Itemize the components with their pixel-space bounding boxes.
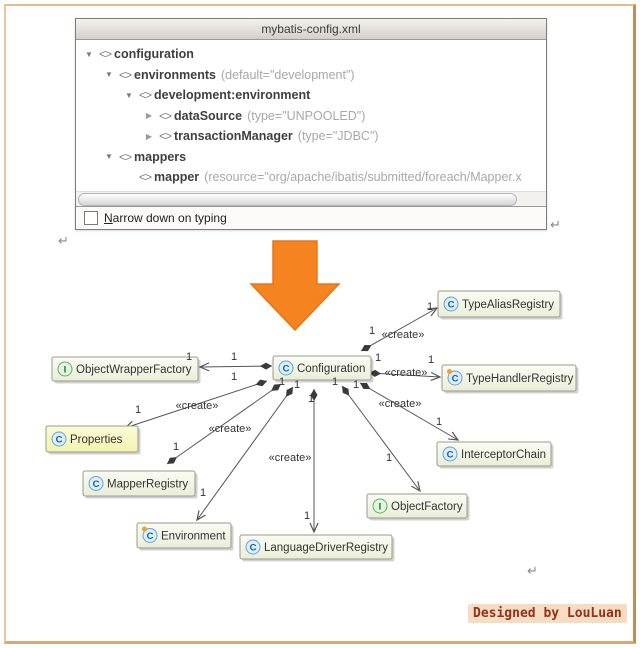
scrollbar-thumb[interactable] — [78, 193, 517, 206]
uml-node-language-driver-registry[interactable] — [240, 535, 395, 562]
icon-letter: I — [63, 364, 67, 376]
multiplicity-label: 1 — [303, 510, 311, 522]
element-name: dataSource — [174, 108, 243, 123]
collapsed-triangle-icon[interactable]: ▶ — [145, 111, 153, 121]
uml-node-type-alias-registry[interactable] — [438, 291, 563, 320]
icon-letter: C — [451, 373, 459, 385]
element-name: transactionManager — [174, 129, 293, 144]
multiplicity-label: 1 — [331, 376, 339, 388]
element-name: environments — [134, 67, 216, 82]
window-title: mybatis-config.xml — [261, 22, 361, 36]
multiplicity-label: 1 — [230, 351, 238, 363]
element-attributes: (resource="org/apache/ibatis/submitted/foreach/Mapper.x — [204, 170, 522, 185]
collapsed-triangle-icon[interactable]: ▶ — [145, 131, 153, 141]
create-stereotype-label: «create» — [381, 329, 425, 341]
tree-item-development:environment[interactable] — [76, 85, 546, 106]
icon-letter: C — [146, 531, 154, 542]
xml-element-icon: <> — [118, 149, 131, 164]
tree-item-environments[interactable] — [76, 65, 546, 86]
xml-outline-tree — [76, 40, 546, 191]
expanded-triangle-icon[interactable]: ▼ — [125, 90, 133, 100]
uml-node-label: ObjectWrapperFactory — [76, 364, 192, 376]
tree-item-transactionManager[interactable] — [76, 126, 546, 147]
multiplicity-label: 1 — [385, 452, 393, 464]
uml-node-label: Environment — [161, 530, 226, 543]
window-title-bar — [76, 19, 546, 40]
xml-element-icon: <> — [158, 129, 171, 144]
icon-letter: I — [378, 501, 382, 513]
tree-item-configuration[interactable] — [76, 44, 546, 65]
multiplicity-label: 1 — [199, 487, 207, 499]
multiplicity-label: 1 — [230, 371, 238, 383]
narrow-down-checkbox[interactable] — [84, 211, 98, 225]
element-attributes: (type="JDBC") — [297, 129, 379, 144]
multiplicity-label: 1 — [435, 416, 443, 428]
uml-node-label: Properties — [70, 434, 123, 446]
create-stereotype-label: «create» — [268, 452, 312, 464]
credit-text: Designed by LouLuan — [473, 606, 622, 621]
create-stereotype-label: «create» — [208, 423, 252, 435]
xml-element-icon: <> — [138, 88, 151, 103]
icon-letter: C — [249, 542, 257, 554]
multiplicity-label: 1 — [352, 379, 360, 391]
outline-window — [75, 18, 547, 230]
element-name: development:environment — [154, 88, 311, 103]
icon-letter: C — [55, 434, 63, 446]
uml-node-label: LanguageDriverRegistry — [264, 542, 389, 554]
element-name: mappers — [134, 149, 187, 164]
multiplicity-label: 1 — [172, 441, 180, 453]
modifier-mark-icon — [447, 369, 452, 374]
multiplicity-label: 1 — [185, 351, 193, 363]
uml-node-label: TypeAliasRegistry — [462, 299, 555, 311]
modifier-mark-icon — [142, 527, 147, 532]
return-mark-icon: ↵ — [527, 563, 538, 578]
expanded-triangle-icon[interactable]: ▼ — [105, 70, 113, 80]
uml-node-interceptor-chain[interactable] — [437, 442, 554, 469]
uml-edge-configuration-object-wrapper-factory — [200, 366, 272, 367]
uml-node-label: MapperRegistry — [107, 478, 189, 491]
tree-item-mapper[interactable] — [76, 167, 546, 188]
uml-node-object-wrapper-factory[interactable] — [52, 357, 201, 384]
uml-node-environment[interactable] — [137, 523, 234, 551]
element-attributes: (default="development") — [220, 67, 355, 82]
return-mark-icon: ↵ — [58, 233, 69, 248]
credit-badge — [468, 604, 627, 623]
xml-element-icon: <> — [98, 47, 111, 62]
xml-element-icon: <> — [118, 67, 131, 82]
down-arrow-icon — [251, 241, 339, 330]
icon-letter: C — [447, 299, 455, 311]
xml-element-icon: <> — [158, 108, 171, 123]
multiplicity-label: 1 — [427, 354, 435, 366]
tree-item-dataSource[interactable] — [76, 106, 546, 127]
horizontal-scrollbar[interactable] — [76, 191, 546, 206]
create-stereotype-label: «create» — [378, 398, 422, 410]
xml-element-icon: <> — [138, 170, 151, 185]
uml-node-type-handler-registry[interactable] — [442, 365, 579, 394]
icon-letter: C — [92, 479, 100, 490]
multiplicity-label: 1 — [374, 352, 382, 364]
multiplicity-label: 1 — [293, 379, 301, 391]
tree-item-mappers[interactable] — [76, 147, 546, 168]
multiplicity-label: 1 — [307, 393, 315, 405]
element-name: mapper — [154, 170, 200, 185]
expanded-triangle-icon[interactable]: ▼ — [105, 152, 113, 162]
uml-edge-configuration-interceptor-chain — [360, 383, 458, 440]
uml-node-label: InterceptorChain — [461, 449, 547, 461]
filter-bar — [76, 206, 546, 229]
expanded-triangle-icon[interactable]: ▼ — [85, 49, 93, 59]
multiplicity-label: 1 — [134, 404, 142, 416]
uml-node-object-factory[interactable] — [367, 494, 470, 521]
create-stereotype-label: «create» — [384, 367, 428, 379]
icon-letter: C — [282, 363, 290, 375]
uml-node-label: ObjectFactory — [391, 501, 463, 513]
create-stereotype-label: «create» — [175, 400, 219, 412]
icon-letter: C — [446, 449, 454, 461]
element-name: configuration — [114, 47, 194, 62]
uml-node-label: Configuration — [297, 363, 366, 375]
multiplicity-label: 1 — [426, 301, 434, 313]
uml-node-label: TypeHandlerRegistry — [466, 373, 574, 385]
multiplicity-label: 1 — [368, 325, 376, 337]
uml-node-mapper-registry[interactable] — [83, 471, 198, 499]
multiplicity-label: 1 — [278, 376, 286, 388]
element-attributes: (type="UNPOOLED") — [247, 108, 366, 123]
uml-node-properties[interactable] — [46, 426, 141, 455]
return-mark-icon: ↵ — [550, 217, 561, 232]
narrow-down-label: Narrow down on typing — [104, 211, 227, 225]
